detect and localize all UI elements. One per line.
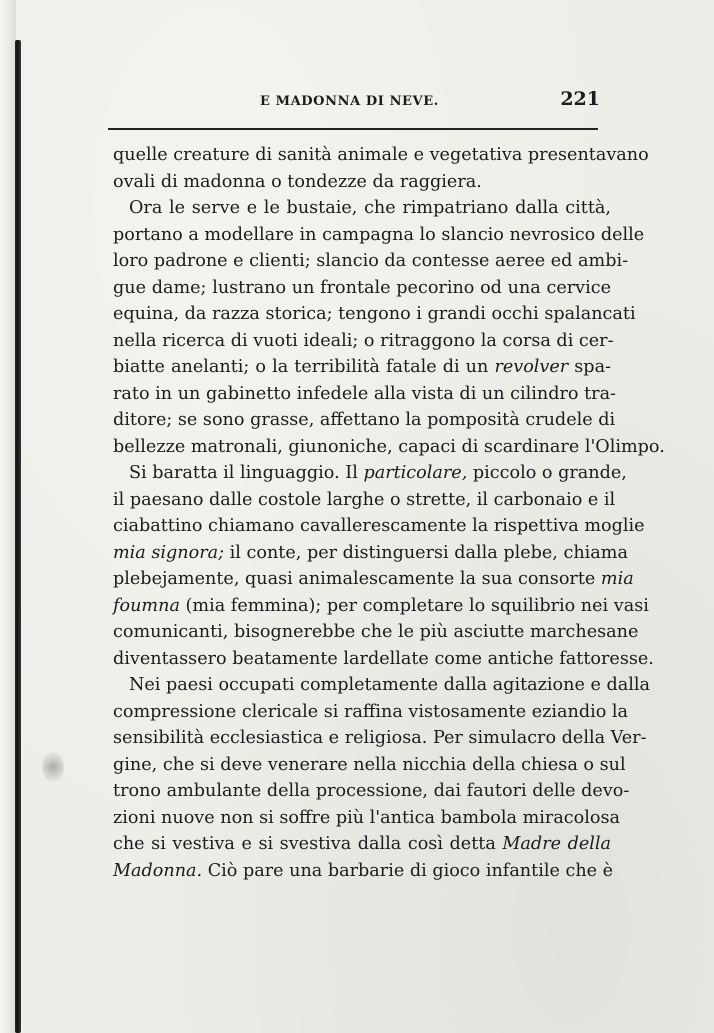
text-line (113, 672, 650, 699)
text-line (113, 434, 665, 461)
text-segment: gine, che si deve venerare nella nicchia della chiesa o sul (113, 754, 626, 775)
text-segment: sensibilità ecclesiastica e religiosa. Per simulacro della Ver- (113, 728, 647, 748)
text-line (113, 301, 636, 328)
text-segment: ciabattino chiamano cavallerescamente la rispettiva moglie (113, 516, 645, 536)
text-line (113, 619, 639, 646)
text-line (113, 169, 611, 196)
text-segment: spa- (568, 357, 612, 377)
text-line (113, 540, 628, 567)
text-segment: che si vestiva e si svestiva dalla così detta (113, 834, 503, 854)
header-rule (108, 128, 598, 130)
text-segment: biatte anelanti; o la terribilità fatale di un (113, 357, 495, 377)
page-number: 221 (560, 88, 600, 110)
text-line (113, 407, 616, 434)
italic-text: mia (600, 569, 634, 589)
text-line (113, 513, 645, 540)
text-segment: loro padrone e clienti; slancio da contesse aeree ed ambi- (113, 251, 629, 271)
text-segment: ovali di madonna o tondezze da raggiera. (113, 171, 482, 192)
text-segment: zioni nuove non si soffre più l'antica bambola miracolosa (113, 807, 620, 828)
text-line (113, 699, 629, 726)
text-segment: equina, da razza storica; tengono i grandi occhi spalancati (113, 304, 636, 324)
text-segment: compressione clericale si raffina vistosamente eziandio la (113, 701, 629, 722)
text-line (113, 222, 645, 249)
text-line (113, 354, 611, 381)
text-segment: piccolo o grande, (467, 463, 627, 483)
text-segment: plebejamente, quasi animalescamente la sua consorte (113, 569, 601, 589)
italic-text: Madonna. (113, 860, 203, 881)
text-line (113, 381, 617, 408)
italic-text: Madre della (502, 834, 612, 854)
italic-text: revolver (494, 357, 569, 377)
text-segment: Ciò pare una barbarie di gioco infantile che è (202, 860, 614, 881)
text-line (113, 460, 627, 487)
body-text (113, 142, 665, 884)
text-segment: nella ricerca di vuoti ideali; o ritraggono la corsa di cer- (113, 330, 614, 351)
text-line (113, 805, 620, 832)
text-segment: trono ambulante della processione, dai fautori delle devo- (113, 781, 630, 801)
text-line (113, 831, 611, 858)
text-line (113, 487, 616, 514)
text-segment: Si baratta il linguaggio. Il (129, 463, 364, 483)
text-line (113, 778, 630, 805)
italic-text: mia signora; (113, 542, 225, 563)
running-head: E MADONNA DI NEVE. (260, 94, 439, 109)
text-segment: comunicanti, bisognerebbe che le più asciutte marchesane (113, 622, 639, 642)
text-segment: portano a modellare in campagna lo slancio nevrosico delle (113, 224, 645, 245)
binding-shadow (15, 40, 21, 1033)
text-line (113, 328, 614, 355)
text-segment: il paesano dalle costole larghe o strette, il carbonaio e il (113, 489, 616, 510)
text-segment: diventassero beatamente lardellate come antiche fattoresse. (113, 648, 654, 669)
text-line (113, 248, 629, 275)
italic-text: foumna (113, 595, 180, 616)
text-segment: Ora le serve e le bustaie, che rimpatriano dalla città, (129, 198, 611, 218)
page-header (110, 88, 600, 118)
italic-text: particolare, (363, 463, 468, 483)
text-segment: (mia femmina); per completare lo squilibrio nei vasi (179, 595, 649, 616)
text-segment: il conte, per distinguersi dalla plebe, chiama (224, 542, 628, 563)
text-segment: rato in un gabinetto infedele alla vista di un cilindro tra- (113, 383, 617, 404)
text-segment: quelle creature di sanità animale e vegetativa presentavano (113, 145, 649, 165)
text-line (113, 275, 611, 302)
text-line (113, 195, 611, 222)
page-binding-edge (0, 0, 16, 1033)
text-segment: Nei paesi occupati completamente dalla agitazione e dalla (129, 675, 650, 695)
text-line (113, 725, 647, 752)
text-line (113, 646, 654, 673)
text-line (113, 142, 649, 169)
text-line (113, 752, 626, 779)
text-line (113, 566, 634, 593)
text-segment: bellezze matronali, giunoniche, capaci di scardinare l'Olimpo. (113, 436, 665, 457)
text-segment: gue dame; lustrano un frontale pecorino od una cervice (113, 277, 611, 298)
text-line (113, 593, 649, 620)
paper-stain (42, 752, 64, 782)
text-line (113, 858, 614, 885)
text-segment: ditore; se sono grasse, affettano la pomposità crudele di (113, 410, 616, 430)
